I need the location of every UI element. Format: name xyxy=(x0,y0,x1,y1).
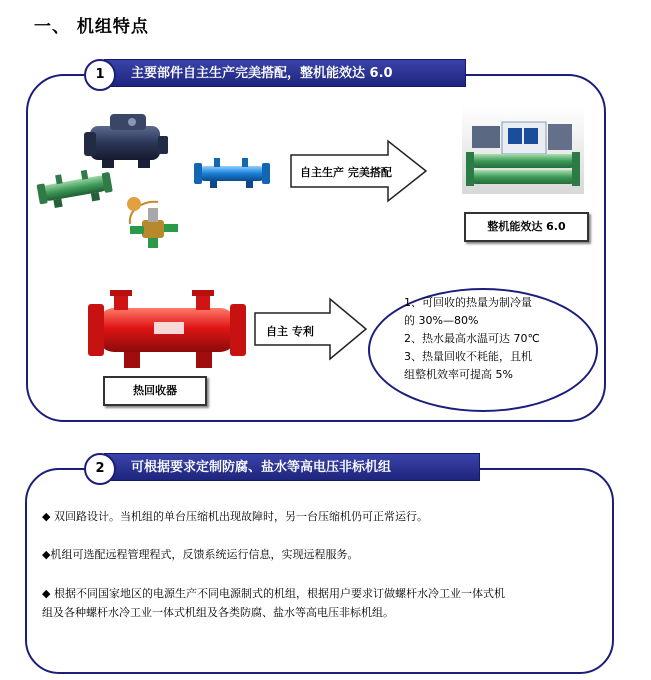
section1-number-badge: 1 xyxy=(84,59,116,91)
benefit-line: 2、热水最高水温可达 70℃ xyxy=(404,332,540,345)
arrow2-label: 自主 专利 xyxy=(266,325,314,338)
chiller-unit-image xyxy=(462,106,584,194)
benefit-line: 的 30%—80% xyxy=(404,314,479,327)
section1-banner: 主要部件自主生产完美搭配，整机能效达 6.0 xyxy=(104,59,466,87)
bullet-power-systems-line2: 组及各种螺杆水冷工业一体式机组及各类防腐、盐水等高电压非标机组。 xyxy=(42,606,394,619)
arrow1-label: 自主生产 完美搭配 xyxy=(300,166,392,179)
heat-recovery-benefits xyxy=(404,294,582,384)
benefit-line: 组整机效率可提高 5% xyxy=(404,368,513,381)
section2-number-badge: 2 xyxy=(84,453,116,485)
section-title: 一、 机组特点 xyxy=(34,17,149,37)
screw-compressor-image xyxy=(82,108,172,172)
expansion-valve-image xyxy=(124,194,182,252)
heat-recovery-label: 热回收器 xyxy=(103,376,207,406)
bullet-power-systems xyxy=(42,584,598,622)
efficiency-box: 整机能效达 6.0 xyxy=(464,212,589,242)
benefit-line: 3、热量回收不耗能，且机 xyxy=(404,350,532,363)
bullet-power-systems-line1: ◆ 根据不同国家地区的电源生产不同电源制式的机组，根据用户要求订做螺杆水冷工业一体式机 xyxy=(42,587,505,600)
section2-banner: 可根据要求定制防腐、盐水等高电压非标机组 xyxy=(104,453,480,481)
benefit-line: 1、可回收的热量为制冷量 xyxy=(404,296,532,309)
heat-recovery-vessel-image xyxy=(84,288,250,374)
customization-panel xyxy=(25,468,614,674)
bullet-remote-management: ◆机组可选配远程管理程式，反馈系统运行信息，实现远程服务。 xyxy=(42,548,359,561)
bullet-dual-circuit: ◆ 双回路设计。当机组的单台压缩机出现故障时，另一台压缩机仍可正常运行。 xyxy=(42,510,428,523)
evaporator-image xyxy=(192,156,272,190)
condenser-image xyxy=(36,170,116,208)
